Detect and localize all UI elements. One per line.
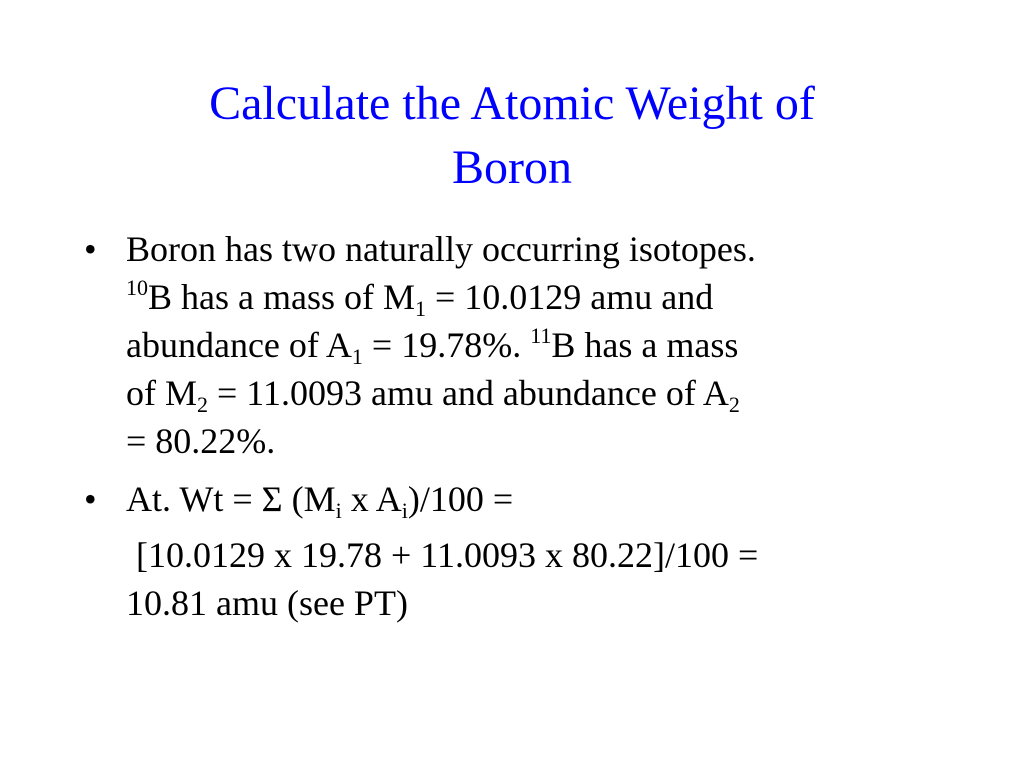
calculation-block xyxy=(84,531,944,627)
bullet-line xyxy=(126,475,944,523)
bullet-text: = 11.0093 amu and abundance of A xyxy=(208,373,729,413)
bullet-line xyxy=(126,321,944,369)
bullet-line xyxy=(126,273,944,321)
subscript: i xyxy=(401,498,408,523)
subscript: 2 xyxy=(728,392,740,417)
bullet-text: Boron has two naturally occurring isotopes. xyxy=(126,229,756,269)
title-line-1: Calculate the Atomic Weight of xyxy=(209,77,815,130)
bullet-marker: • xyxy=(84,479,97,519)
bullet-text: )/100 = xyxy=(407,479,514,519)
bullet-line xyxy=(126,369,944,417)
bullet-text: = 19.78%. xyxy=(362,325,531,365)
bullet-text: x A xyxy=(341,479,402,519)
subscript: 1 xyxy=(414,296,426,321)
bullet-text: abundance of A xyxy=(126,325,352,365)
bullet-item-formula xyxy=(84,475,944,523)
bullet-text: B has a mass xyxy=(551,325,739,365)
subscript: i xyxy=(335,498,342,523)
calculation-line: [10.0129 x 19.78 + 11.0093 x 80.22]/100 = xyxy=(136,535,759,575)
bullet-text: B has a mass of M xyxy=(148,277,415,317)
bullet-text: of M xyxy=(126,373,197,413)
subscript: 2 xyxy=(197,392,208,417)
bullet-line xyxy=(126,417,944,465)
slide-title xyxy=(60,72,964,200)
slide-body xyxy=(84,225,944,627)
subscript: 1 xyxy=(351,344,363,369)
superscript: 11 xyxy=(530,323,552,348)
bullet-text: = 80.22%. xyxy=(126,421,276,461)
result-line: 10.81 amu (see PT) xyxy=(126,583,408,623)
title-line-2: Boron xyxy=(452,141,572,194)
bullet-marker: • xyxy=(84,229,97,269)
bullet-line xyxy=(126,225,944,273)
bullet-item-isotopes xyxy=(84,225,944,465)
superscript: 10 xyxy=(126,275,148,300)
bullet-text: = 10.0129 amu and xyxy=(425,277,714,317)
bullet-text: At. Wt = Σ (M xyxy=(126,479,336,519)
